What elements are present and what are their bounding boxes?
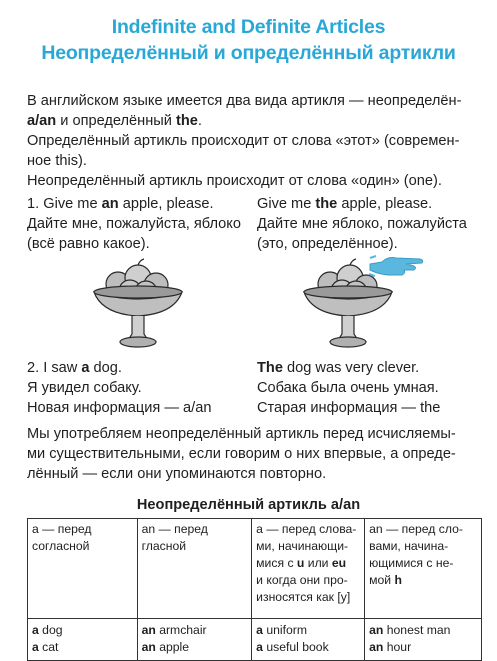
ex2-left-article: a — [81, 360, 90, 376]
ex2-left-pre: 2. I saw — [27, 360, 82, 376]
ex2-right-article: The — [257, 360, 283, 376]
example-word: armchair — [155, 623, 207, 637]
intro-line-2 — [27, 111, 482, 131]
ex1-left-post: apple, please. — [118, 196, 214, 212]
example1-left-line-1 — [27, 194, 241, 214]
intro-line-2-mid: и определённый — [56, 113, 176, 129]
ex2-right-post: dog was very clever. — [282, 360, 420, 376]
table-head-cell — [365, 519, 482, 619]
example2-left-line-1 — [27, 358, 211, 378]
head-3-letters-eu: eu — [331, 556, 347, 570]
table-title: Неопределённый артикль a/an — [136, 497, 361, 513]
example-article: a — [256, 640, 263, 654]
example2-right-line-2: Собака была очень умная. — [257, 380, 439, 396]
example2-right-line-3: Старая информация — the — [257, 400, 441, 416]
table-head-cell — [137, 519, 252, 619]
ex1-left-pre: 1. Give me — [27, 196, 102, 212]
head-3-line-1: a — перед слова- — [256, 522, 357, 536]
example2-right-line-1 — [257, 358, 440, 378]
rule-line-2: ми существительными, если говорим о них впервые, а опреде- — [27, 446, 456, 462]
example1-left-line-2: Дайте мне, пожалуйста, яблоко — [27, 216, 241, 232]
table-row — [28, 619, 482, 661]
example-word: uniform — [262, 623, 307, 637]
ex1-left-article: an — [101, 196, 119, 212]
example-word: cat — [38, 640, 59, 654]
example2-right — [257, 358, 440, 418]
example1-left-line-3: (всё равно какое). — [27, 236, 150, 252]
example-word: honest man — [383, 623, 451, 637]
head-2-line-2: гласной — [141, 539, 187, 553]
title-english: Indefinite and Definite Articles — [111, 16, 386, 38]
example-article: an — [141, 640, 156, 654]
example-line — [256, 639, 360, 656]
example-word: dog — [38, 623, 63, 637]
head-3-line-5: износятся как [y] — [256, 590, 351, 604]
head-3-line-4: и когда они про- — [256, 573, 348, 587]
example-article: an — [369, 640, 384, 654]
head-4-line-3: ющимися с не- — [369, 556, 454, 570]
example-line — [369, 639, 477, 656]
intro-line-2-end: . — [197, 113, 202, 129]
head-3-line-3 — [256, 555, 360, 572]
example1-right — [257, 194, 467, 254]
example1-right-line-1 — [257, 194, 467, 214]
example-word: useful book — [262, 640, 329, 654]
head-4-line-4-text: мой — [369, 573, 395, 587]
pointing-hand-icon — [368, 250, 426, 280]
example-line — [142, 639, 248, 656]
article-a-an: a/an — [27, 113, 57, 129]
head-3-line-3-text: мися с — [256, 556, 297, 570]
head-3-letter-u: u — [296, 556, 305, 570]
example-word: apple — [155, 640, 190, 654]
intro-line-3: Определённый артикль происходит от слова «этот» (современ- — [27, 133, 460, 149]
ex1-right-article: the — [315, 196, 338, 212]
head-3-or: или — [304, 556, 332, 570]
example-article: a — [256, 623, 263, 637]
example-line — [256, 622, 360, 639]
intro-paragraph — [27, 91, 482, 191]
example1-left — [27, 194, 241, 254]
fruit-bowl-image — [88, 254, 188, 350]
example-line — [142, 622, 248, 639]
example1-right-line-2: Дайте мне яблоко, пожалуйста — [257, 216, 467, 232]
title-russian: Неопределённый и определённый артикли — [41, 42, 456, 64]
example-article: an — [141, 623, 156, 637]
table-row — [28, 519, 482, 619]
example-article: a — [32, 623, 39, 637]
table-example-cell — [365, 619, 482, 661]
head-4-line-2: вами, начина- — [369, 539, 449, 553]
example-article: an — [369, 623, 384, 637]
example-line — [369, 622, 477, 639]
head-2-line-1: an — перед — [141, 522, 208, 536]
head-1-line-1: a — перед — [32, 522, 92, 536]
table-head-cell — [28, 519, 138, 619]
example-article: a — [32, 640, 39, 654]
article-the: the — [176, 113, 198, 129]
table-example-cell — [137, 619, 252, 661]
article-table — [27, 518, 482, 661]
example2-left-line-3: Новая информация — a/an — [27, 400, 212, 416]
example1-right-line-3: (это, определённое). — [257, 236, 398, 252]
rule-line-1: Мы употребляем неопределённый артикль перед исчисляемы- — [27, 426, 456, 442]
head-4-line-4 — [369, 572, 477, 589]
head-4-line-1: an — перед сло- — [369, 522, 463, 536]
head-3-line-2: ми, начинающи- — [256, 539, 349, 553]
example2-left — [27, 358, 211, 418]
intro-line-1: В английском языке имеется два вида артикля — неопределён- — [27, 93, 462, 109]
rule-paragraph — [27, 424, 482, 484]
table-head-cell — [252, 519, 365, 619]
table-example-cell — [28, 619, 138, 661]
head-1-line-2: согласной — [32, 539, 90, 553]
ex2-left-post: dog. — [89, 360, 122, 376]
ex1-right-pre: Give me — [257, 196, 316, 212]
head-4-letter-h: h — [394, 573, 402, 587]
intro-line-4: ное this). — [27, 153, 87, 169]
example-line — [32, 639, 133, 656]
example-word: hour — [383, 640, 412, 654]
table-example-cell — [252, 619, 365, 661]
rule-line-3: лённый — если они упоминаются повторно. — [27, 466, 327, 482]
intro-line-5: Неопределённый артикль происходит от слова «один» (one). — [27, 173, 442, 189]
example2-left-line-2: Я увидел собаку. — [27, 380, 142, 396]
ex1-right-post: apple, please. — [337, 196, 433, 212]
example-line — [32, 622, 133, 639]
